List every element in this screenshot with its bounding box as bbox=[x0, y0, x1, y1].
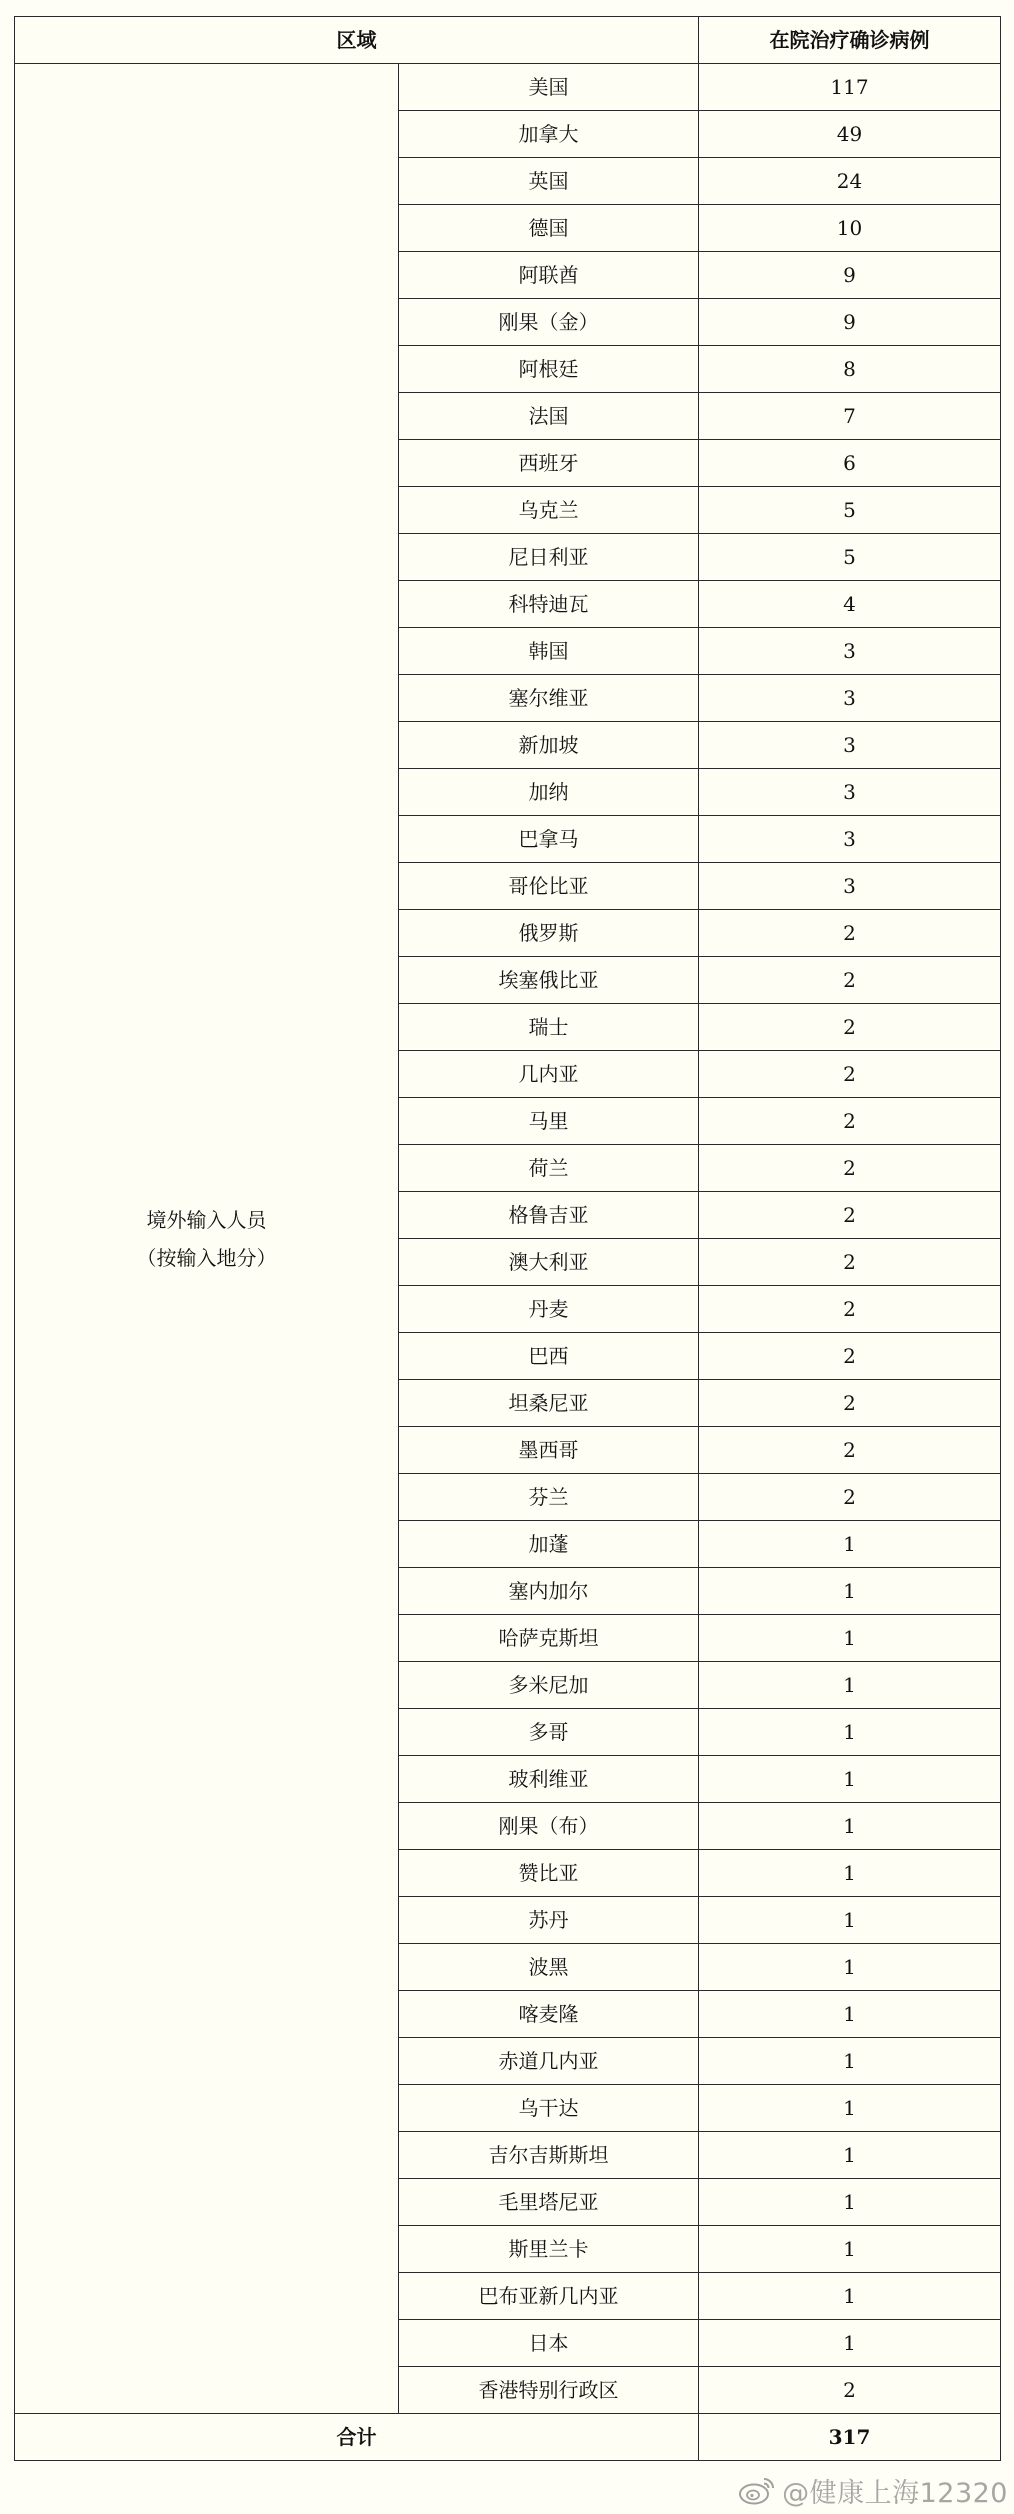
place-cell: 美国 bbox=[399, 64, 699, 111]
place-cell: 赤道几内亚 bbox=[399, 2038, 699, 2085]
place-cell: 荷兰 bbox=[399, 1145, 699, 1192]
total-label: 合计 bbox=[15, 2414, 699, 2461]
watermark-text: @健康上海12320 bbox=[782, 2477, 1008, 2509]
place-cell: 苏丹 bbox=[399, 1897, 699, 1944]
place-cell: 马里 bbox=[399, 1098, 699, 1145]
count-cell: 2 bbox=[699, 1145, 1001, 1192]
count-cell: 1 bbox=[699, 2132, 1001, 2179]
place-cell: 喀麦隆 bbox=[399, 1991, 699, 2038]
place-cell: 加纳 bbox=[399, 769, 699, 816]
count-cell: 1 bbox=[699, 1897, 1001, 1944]
count-cell: 1 bbox=[699, 1662, 1001, 1709]
count-cell: 2 bbox=[699, 1239, 1001, 1286]
place-cell: 英国 bbox=[399, 158, 699, 205]
place-cell: 新加坡 bbox=[399, 722, 699, 769]
count-cell: 1 bbox=[699, 1709, 1001, 1756]
place-cell: 几内亚 bbox=[399, 1051, 699, 1098]
place-cell: 斯里兰卡 bbox=[399, 2226, 699, 2273]
place-cell: 加拿大 bbox=[399, 111, 699, 158]
count-cell: 117 bbox=[699, 64, 1001, 111]
count-cell: 8 bbox=[699, 346, 1001, 393]
place-cell: 乌克兰 bbox=[399, 487, 699, 534]
place-cell: 巴布亚新几内亚 bbox=[399, 2273, 699, 2320]
place-cell: 墨西哥 bbox=[399, 1427, 699, 1474]
count-cell: 2 bbox=[699, 1474, 1001, 1521]
weibo-logo-icon bbox=[738, 2475, 776, 2505]
place-cell: 多哥 bbox=[399, 1709, 699, 1756]
place-cell: 赞比亚 bbox=[399, 1850, 699, 1897]
place-cell: 埃塞俄比亚 bbox=[399, 957, 699, 1004]
group-label bbox=[15, 64, 399, 2414]
place-cell: 阿根廷 bbox=[399, 346, 699, 393]
place-cell: 刚果（布） bbox=[399, 1803, 699, 1850]
count-cell: 1 bbox=[699, 1568, 1001, 1615]
count-cell: 2 bbox=[699, 1192, 1001, 1239]
count-cell: 2 bbox=[699, 1380, 1001, 1427]
count-cell: 5 bbox=[699, 534, 1001, 581]
place-cell: 阿联酋 bbox=[399, 252, 699, 299]
place-cell: 吉尔吉斯斯坦 bbox=[399, 2132, 699, 2179]
count-cell: 49 bbox=[699, 111, 1001, 158]
group-label-line1: 境外输入人员 bbox=[146, 1207, 267, 1232]
count-cell: 1 bbox=[699, 1756, 1001, 1803]
count-cell: 1 bbox=[699, 2226, 1001, 2273]
place-cell: 韩国 bbox=[399, 628, 699, 675]
cases-table bbox=[14, 16, 1001, 2461]
count-cell: 2 bbox=[699, 1427, 1001, 1474]
place-cell: 刚果（金） bbox=[399, 299, 699, 346]
count-cell: 1 bbox=[699, 2179, 1001, 2226]
count-cell: 1 bbox=[699, 2038, 1001, 2085]
place-cell: 西班牙 bbox=[399, 440, 699, 487]
place-cell: 玻利维亚 bbox=[399, 1756, 699, 1803]
count-cell: 3 bbox=[699, 816, 1001, 863]
count-cell: 1 bbox=[699, 2273, 1001, 2320]
place-cell: 巴拿马 bbox=[399, 816, 699, 863]
place-cell: 芬兰 bbox=[399, 1474, 699, 1521]
place-cell: 哈萨克斯坦 bbox=[399, 1615, 699, 1662]
place-cell: 加蓬 bbox=[399, 1521, 699, 1568]
place-cell: 多米尼加 bbox=[399, 1662, 699, 1709]
place-cell: 尼日利亚 bbox=[399, 534, 699, 581]
header-region: 区域 bbox=[15, 17, 699, 64]
table-header-row bbox=[15, 17, 1001, 64]
count-cell: 2 bbox=[699, 910, 1001, 957]
count-cell: 1 bbox=[699, 1803, 1001, 1850]
count-cell: 1 bbox=[699, 1944, 1001, 1991]
place-cell: 格鲁吉亚 bbox=[399, 1192, 699, 1239]
total-row bbox=[15, 2414, 1001, 2461]
place-cell: 日本 bbox=[399, 2320, 699, 2367]
place-cell: 俄罗斯 bbox=[399, 910, 699, 957]
count-cell: 6 bbox=[699, 440, 1001, 487]
place-cell: 毛里塔尼亚 bbox=[399, 2179, 699, 2226]
count-cell: 1 bbox=[699, 1991, 1001, 2038]
count-cell: 3 bbox=[699, 863, 1001, 910]
count-cell: 24 bbox=[699, 158, 1001, 205]
count-cell: 1 bbox=[699, 1521, 1001, 1568]
count-cell: 1 bbox=[699, 2320, 1001, 2367]
count-cell: 7 bbox=[699, 393, 1001, 440]
total-value: 317 bbox=[699, 2414, 1001, 2461]
count-cell: 2 bbox=[699, 1004, 1001, 1051]
place-cell: 哥伦比亚 bbox=[399, 863, 699, 910]
count-cell: 2 bbox=[699, 1333, 1001, 1380]
count-cell: 4 bbox=[699, 581, 1001, 628]
count-cell: 9 bbox=[699, 252, 1001, 299]
place-cell: 科特迪瓦 bbox=[399, 581, 699, 628]
place-cell: 瑞士 bbox=[399, 1004, 699, 1051]
watermark bbox=[738, 2468, 1008, 2512]
place-cell: 塞内加尔 bbox=[399, 1568, 699, 1615]
count-cell: 2 bbox=[699, 1098, 1001, 1145]
count-cell: 2 bbox=[699, 2367, 1001, 2414]
table-row bbox=[15, 64, 1001, 111]
count-cell: 3 bbox=[699, 628, 1001, 675]
count-cell: 1 bbox=[699, 1615, 1001, 1662]
count-cell: 3 bbox=[699, 675, 1001, 722]
count-cell: 9 bbox=[699, 299, 1001, 346]
group-label-line2: （按输入地分） bbox=[136, 1245, 277, 1270]
place-cell: 波黑 bbox=[399, 1944, 699, 1991]
place-cell: 坦桑尼亚 bbox=[399, 1380, 699, 1427]
table-body bbox=[15, 64, 1001, 2461]
count-cell: 5 bbox=[699, 487, 1001, 534]
count-cell: 1 bbox=[699, 1850, 1001, 1897]
header-count: 在院治疗确诊病例 bbox=[699, 17, 1001, 64]
count-cell: 2 bbox=[699, 1051, 1001, 1098]
place-cell: 乌干达 bbox=[399, 2085, 699, 2132]
place-cell: 德国 bbox=[399, 205, 699, 252]
count-cell: 3 bbox=[699, 722, 1001, 769]
count-cell: 10 bbox=[699, 205, 1001, 252]
count-cell: 2 bbox=[699, 957, 1001, 1004]
place-cell: 澳大利亚 bbox=[399, 1239, 699, 1286]
count-cell: 3 bbox=[699, 769, 1001, 816]
place-cell: 香港特别行政区 bbox=[399, 2367, 699, 2414]
count-cell: 1 bbox=[699, 2085, 1001, 2132]
place-cell: 法国 bbox=[399, 393, 699, 440]
count-cell: 2 bbox=[699, 1286, 1001, 1333]
place-cell: 塞尔维亚 bbox=[399, 675, 699, 722]
place-cell: 巴西 bbox=[399, 1333, 699, 1380]
place-cell: 丹麦 bbox=[399, 1286, 699, 1333]
